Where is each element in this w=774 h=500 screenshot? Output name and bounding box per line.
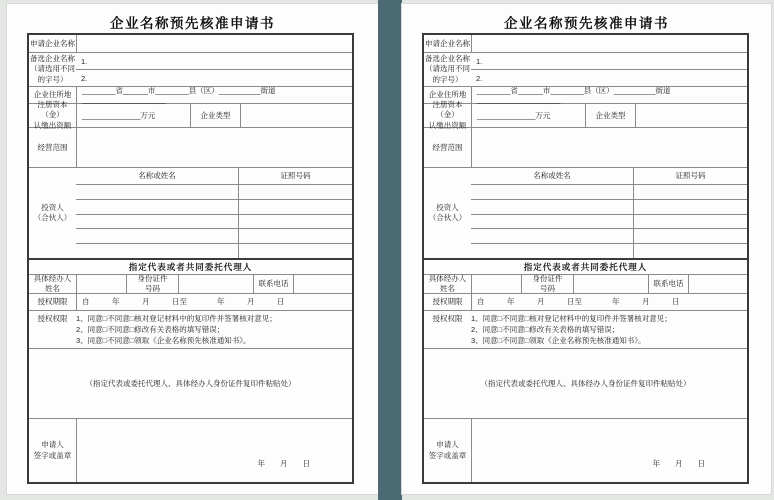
investor-id-field bbox=[633, 200, 747, 214]
investor-id-field bbox=[633, 244, 747, 258]
row-auth-period bbox=[424, 293, 747, 310]
investor-id-field bbox=[238, 200, 352, 214]
investor-row bbox=[471, 228, 747, 243]
auth-item-1: 1、同意□不同意□核对登记材料中的复印件并签署核对意见； bbox=[471, 314, 672, 323]
alternative-name-1-field: 1. bbox=[476, 56, 483, 66]
handler-name-field bbox=[76, 275, 126, 293]
enterprise-type-field bbox=[240, 104, 352, 127]
applied-name-field bbox=[471, 35, 747, 52]
row-address bbox=[29, 86, 352, 103]
investor-name-field bbox=[471, 229, 633, 243]
form-title: 企业名称预先核准申请书 bbox=[110, 16, 275, 31]
row-address bbox=[424, 86, 747, 103]
applied-name-label: 申请企业名称 bbox=[425, 38, 470, 48]
capital-field: ______________万元 bbox=[471, 104, 585, 127]
application-form-table bbox=[27, 33, 354, 484]
row-investors bbox=[424, 167, 747, 258]
investor-id-column-header: 证照号码 bbox=[238, 168, 352, 184]
handler-name-label: 具体经办人 姓名 bbox=[33, 273, 72, 293]
row-capital-type bbox=[424, 100, 747, 130]
investor-row bbox=[471, 199, 747, 214]
investor-id-field bbox=[633, 229, 747, 243]
applied-name-field bbox=[76, 35, 352, 52]
agent-section-header: 指定代表或者共同委托代理人 bbox=[29, 258, 352, 274]
auth-item-2: 2、同意□不同意□修改有关表格的填写错误； bbox=[471, 325, 620, 334]
phone-label: 联系电话 bbox=[648, 275, 688, 293]
investor-row bbox=[76, 243, 352, 258]
capital-label: 注册资本（金） 认缴出资额 bbox=[33, 100, 72, 130]
investor-id-field bbox=[633, 215, 747, 229]
investors-header-row bbox=[471, 168, 747, 184]
investor-row bbox=[76, 214, 352, 229]
handler-name-label: 具体经办人 姓名 bbox=[428, 273, 467, 293]
auth-item-2: 2、同意□不同意□修改有关表格的填写错误； bbox=[76, 325, 225, 334]
investor-row bbox=[76, 184, 352, 199]
capital-label: 注册资本（金） 认缴出资额 bbox=[428, 100, 467, 130]
row-applied-name bbox=[29, 35, 352, 52]
page-divider-strip bbox=[378, 0, 402, 500]
row-alternative-names bbox=[424, 52, 747, 86]
application-form-table bbox=[422, 33, 749, 484]
applied-name-label: 申请企业名称 bbox=[30, 38, 75, 48]
form-page bbox=[7, 4, 378, 494]
investor-name-field bbox=[471, 200, 633, 214]
auth-item-3: 3、同意□不同意□领取《企业名称预先核准通知书》。 bbox=[471, 336, 646, 345]
auth-period-field: 自 年 月 日至 年 月 日 bbox=[76, 294, 352, 310]
row-handler bbox=[424, 274, 747, 293]
address-label: 企业住所地 bbox=[428, 90, 467, 100]
row-signature bbox=[29, 418, 352, 482]
id-number-label: 身份证件 号码 bbox=[521, 275, 573, 293]
auth-period-label: 授权期限 bbox=[432, 297, 463, 307]
investor-name-field bbox=[76, 215, 238, 229]
id-number-field bbox=[178, 275, 253, 293]
investor-id-field bbox=[238, 229, 352, 243]
investor-row bbox=[471, 243, 747, 258]
auth-scope-items bbox=[471, 311, 747, 347]
business-scope-label: 经营范围 bbox=[37, 142, 68, 152]
address-field: ________省______市________县（区）__________街道 ____________________ bbox=[471, 87, 747, 103]
auth-scope-items bbox=[76, 311, 352, 347]
investors-label: 投资人 （合伙人） bbox=[33, 202, 72, 222]
investor-name-field bbox=[76, 229, 238, 243]
row-auth-scope bbox=[29, 310, 352, 348]
investor-row bbox=[76, 199, 352, 214]
alternative-name-2 bbox=[471, 69, 747, 86]
investor-row bbox=[471, 184, 747, 199]
form-page-duplicate bbox=[402, 4, 771, 494]
id-copy-paste-area: （指定代表或委托代理人、具体经办人身份证件复印件粘贴处） bbox=[29, 348, 352, 418]
investors-label: 投资人 （合伙人） bbox=[428, 202, 467, 222]
auth-scope-label: 授权权限 bbox=[432, 314, 463, 323]
enterprise-type-label: 企业类型 bbox=[585, 104, 635, 127]
investor-id-field bbox=[238, 185, 352, 199]
signature-field bbox=[471, 419, 747, 482]
row-applied-name bbox=[424, 35, 747, 52]
address-label: 企业住所地 bbox=[33, 90, 72, 100]
row-investors bbox=[29, 167, 352, 258]
auth-item-3: 3、同意□不同意□领取《企业名称预先核准通知书》。 bbox=[76, 336, 251, 345]
alternative-name-2-field: 2. bbox=[81, 73, 88, 83]
investor-row bbox=[471, 214, 747, 229]
investor-name-field bbox=[471, 244, 633, 258]
row-handler bbox=[29, 274, 352, 293]
investor-name-column-header: 名称或姓名 bbox=[138, 171, 176, 181]
row-business-scope bbox=[424, 127, 747, 167]
row-auth-scope bbox=[424, 310, 747, 348]
alternative-names-label: 备选企业名称 （请选用不同 的字号） bbox=[425, 54, 470, 84]
id-number-field bbox=[573, 275, 648, 293]
investor-id-field bbox=[633, 185, 747, 199]
business-scope-field bbox=[76, 128, 352, 167]
phone-field bbox=[293, 275, 352, 293]
investor-name-column-header: 名称或姓名 bbox=[533, 171, 571, 181]
row-capital-type bbox=[29, 100, 352, 130]
signature-field bbox=[76, 419, 352, 482]
investor-row bbox=[76, 228, 352, 243]
investor-id-field bbox=[238, 215, 352, 229]
agent-section-header: 指定代表或者共同委托代理人 bbox=[424, 258, 747, 274]
row-auth-period bbox=[29, 293, 352, 310]
auth-period-label: 授权期限 bbox=[37, 297, 68, 307]
alternative-names-label: 备选企业名称 （请选用不同 的字号） bbox=[30, 54, 75, 84]
address-field: ________省______市________县（区）__________街道 ____________________ bbox=[76, 87, 352, 103]
handler-name-field bbox=[471, 275, 521, 293]
auth-scope-label: 授权权限 bbox=[37, 314, 68, 323]
auth-period-field: 自 年 月 日至 年 月 日 bbox=[471, 294, 747, 310]
enterprise-type-field bbox=[635, 104, 747, 127]
investor-name-field bbox=[76, 244, 238, 258]
id-number-label: 身份证件 号码 bbox=[126, 275, 178, 293]
alternative-name-1 bbox=[471, 53, 747, 69]
form-title: 企业名称预先核准申请书 bbox=[504, 16, 669, 31]
auth-item-1: 1、同意□不同意□核对登记材料中的复印件并签署核对意见； bbox=[76, 314, 277, 323]
date-line: 年 月 日 bbox=[257, 458, 310, 468]
date-line: 年 月 日 bbox=[652, 458, 705, 468]
alternative-name-1-field: 1. bbox=[81, 56, 88, 66]
phone-label: 联系电话 bbox=[253, 275, 293, 293]
investor-id-field bbox=[238, 244, 352, 258]
investor-name-field bbox=[471, 185, 633, 199]
alternative-name-1 bbox=[76, 53, 352, 69]
row-alternative-names bbox=[29, 52, 352, 86]
phone-field bbox=[688, 275, 747, 293]
signature-label: 申请人 签字或盖章 bbox=[428, 440, 467, 460]
row-signature bbox=[424, 418, 747, 482]
investor-name-field bbox=[76, 200, 238, 214]
investor-id-column-header: 证照号码 bbox=[633, 168, 747, 184]
alternative-name-2-field: 2. bbox=[476, 73, 483, 83]
row-business-scope bbox=[29, 127, 352, 167]
investor-name-field bbox=[76, 185, 238, 199]
alternative-name-2 bbox=[76, 69, 352, 86]
capital-field: ______________万元 bbox=[76, 104, 190, 127]
signature-label: 申请人 签字或盖章 bbox=[33, 440, 72, 460]
enterprise-type-label: 企业类型 bbox=[190, 104, 240, 127]
investors-header-row bbox=[76, 168, 352, 184]
business-scope-label: 经营范围 bbox=[432, 142, 463, 152]
id-copy-paste-area: （指定代表或委托代理人、具体经办人身份证件复印件粘贴处） bbox=[424, 348, 747, 418]
investor-name-field bbox=[471, 215, 633, 229]
business-scope-field bbox=[471, 128, 747, 167]
